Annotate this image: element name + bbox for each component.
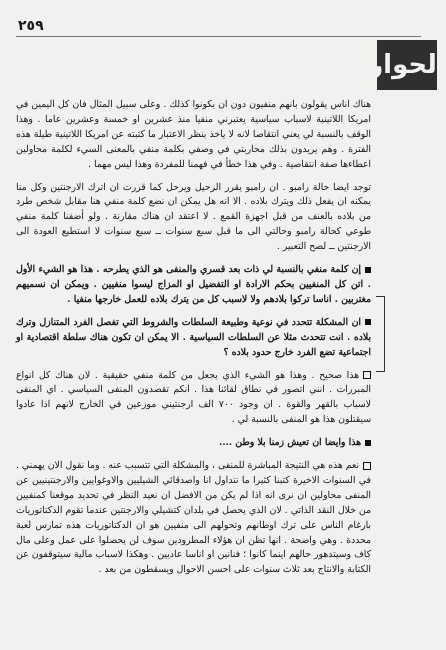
page-number: ٢٥٩ — [18, 18, 44, 34]
answer-marker-icon — [363, 462, 371, 470]
answer-paragraph: نعم هذه هي النتيجة المباشرة للمنفى ، والمشكلة التي تتسبب عنه . وما نقول الان يهمني . في السنوات الاخيرة كتبنا كثيرا ما نتداول انا واصدقائي الشيليين والاوغوايين والارجنتينيين عن المنفى محاولين ان نرى انه اذا لم يكن من الافضل ان نعيد النظر في تحديد موقعنا كمنفيين من خلال النقد الذاتي . لان الذي يحصل في بلدان كتشيلي والارجنتين عندما تقوم الدكتاتوريات بارغام الناس على ترك اوطانهم وتحولهم الى منفيين هو ان الدكتاتوريات هذه تمارس لعبة محددة . وهي واضحة . انها تظن ان هؤلاء المطرودين سوف لن يحصلوا على عمل وعلى مال كاف وسيتدهور حالهم اينما كانوا ؛ فنانين او اناسا عاديين . وهكذا لاسباب مالية سيتوقفون عن الكتابة والانتاج بعد ثلاث سنوات على احسن الاحوال ويسقطون من بعد . — [16, 460, 371, 576]
question-paragraph: ان المشكلة تتحدد في نوعية وطبيعة السلطات والشروط التي تفصل الفرد المتنازل وترك بلاده . انت تتحدث مثلا عن السلطات السياسية . الا يمكن ان تكون هناك سلطة اقتصادية او اجتماعية تضع الفرد خارج حدود بلاده ؟ — [16, 316, 371, 358]
question-paragraph: هذا وايضا ان تعيش زمنا بلا وطن .... — [16, 436, 371, 451]
margin-bracket — [376, 296, 385, 372]
article-body — [16, 98, 371, 638]
header-rule — [16, 36, 421, 37]
answer-paragraph: هذا صحيح . وهذا هو الشيء الذي يجعل من كلمة منفي حقيقية . لان هناك كل انواع المبررات . انني اتصور في نطاق لقائنا هذا . انكم تقصدون المنفى السياسي . اي المنفى لاسباب بالقهر والقوة . ان وجود ٧٠٠ الف ارجنتيني موزعين في الخارج لانهم اذا عادوا سيقتلون هذا هو المنفى بالنسبة لي . — [16, 369, 371, 426]
paragraph: توجد ايضا حالة رامبو . ان رامبو يقرر الرحيل ويرحل كما قررت ان اترك الارجنتين وكل منا يمكنه ان يفعل ذلك ويترك بلاده . الا انه هل يمكن ان نضع كلمة منفي هنا مقابل شخص طرد من بلاده بالعنف من قبل اجهزة القمع . لا اعتقد ان هناك مقارنة . ولو أضفنا كلمة منفي طوعي كحالة رامبو وحالتي الى ما قبل سبع سنوات ــ سبع سنوات لا استطيع العودة الى الارجنتين ــ لصح التعبير . — [16, 181, 371, 253]
answer-marker-icon — [363, 371, 371, 379]
question-marker-icon — [365, 267, 371, 273]
paragraph: هناك اناس يقولون بانهم منفيون دون ان يكونوا كذلك . وعلى سبيل المثال فان كل اليمين في امريكا اللاتينية لاسباب سياسية يعتبرني منفيا منذ عشرين او خمسة وعشرين عاما . وهذا الوقف بالنسبة لي يعني انتقاصا لانه لا ياخذ بنظر الاعتبار ما كتبته عن امريكا اللاتينية طيلة هذه الفترة . وهم يريدون بذلك محاربتي في وصفي بكلمة منفي بالمعنى السيء لكلمة محاولين اعطاءها صفة انتقاصية . وفي هذا خطأ في فهمنا للمفردة وهذا ليس مهما . — [16, 99, 371, 170]
question-marker-icon — [365, 440, 371, 446]
question-paragraph: إن كلمة منفي بالنسبة لي ذات بعد قسري والمنفى هو الذي يطرحه . هذا هو الشيء الأول . اتن كل المنفيين بحكم الارادة او التفضيل او المزاج ليسوا منفيين . ويمكن ان نسميهم مغتربين . اناسا تركوا بلادهم ولا لاسبب كل من يترك بلاده للعمل خارجها منفيا . — [16, 264, 371, 305]
question-marker-icon — [365, 319, 371, 325]
section-tab: الحوار — [377, 40, 437, 90]
